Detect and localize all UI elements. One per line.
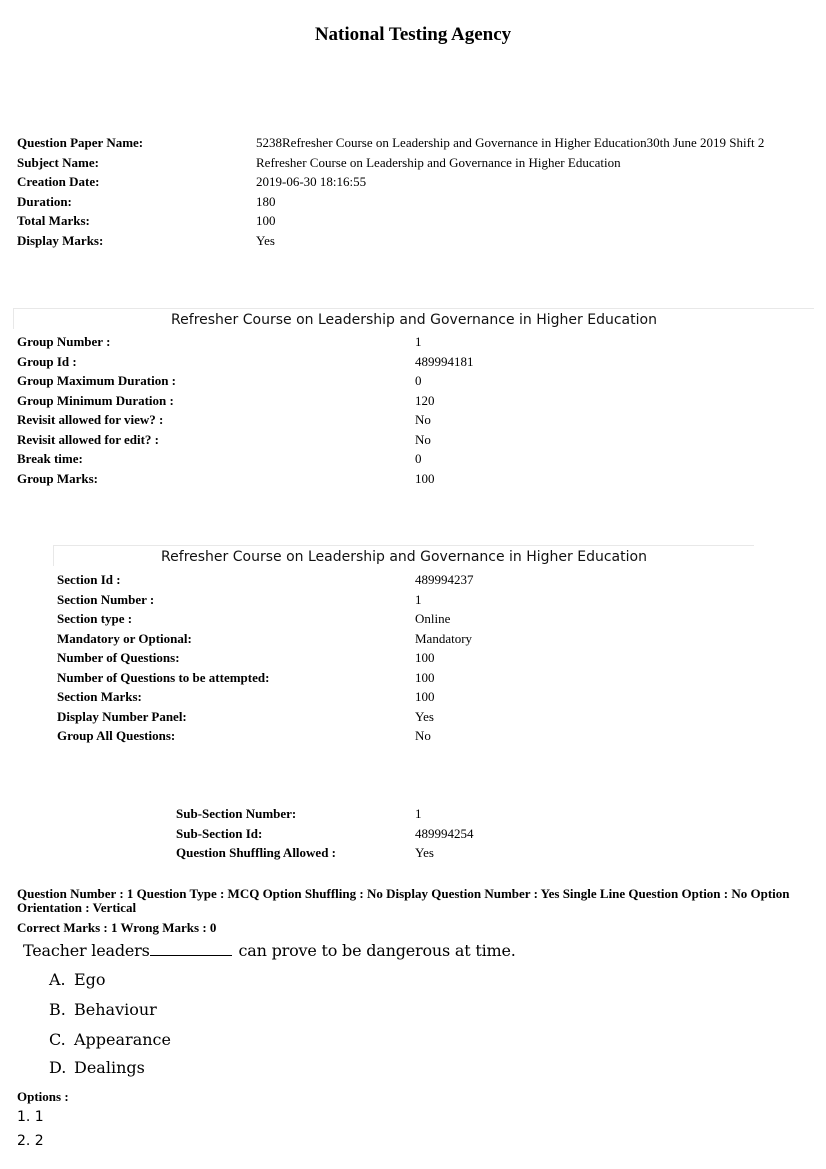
option-c: C. Appearance: [49, 1030, 171, 1049]
section-field-value: 100: [415, 650, 435, 665]
question-text-after: can prove to be dangerous at time.: [233, 941, 516, 960]
paper-field-value: Yes: [256, 232, 275, 248]
group-field-value: 120: [415, 392, 435, 408]
paper-field-value: 5238Refresher Course on Leadership and Governance in Higher Education30th June 2019 Shift 2: [256, 135, 765, 150]
section-field-value: Yes: [415, 708, 434, 724]
group-field-label: Revisit allowed for view? :: [17, 412, 164, 427]
subsection-field-value: Yes: [415, 845, 434, 860]
option-id-1: 1. 1: [17, 1109, 44, 1125]
section-field-label: Mandatory or Optional:: [57, 630, 192, 646]
section-field-value: Mandatory: [415, 630, 473, 646]
group-field-value: 100: [415, 470, 435, 486]
paper-field-label: Display Marks:: [17, 232, 104, 248]
section-field-label: Number of Questions:: [57, 650, 180, 665]
group-banner: Refresher Course on Leadership and Governance in Higher Education: [13, 308, 814, 329]
group-field-label: Group Number :: [17, 334, 111, 349]
subsection-field-label: Sub-Section Number:: [176, 806, 297, 821]
section-field-value: No: [415, 728, 431, 743]
subsection-field-label: Question Shuffling Allowed :: [176, 845, 337, 860]
question-text-before: Teacher leaders: [23, 941, 150, 960]
paper-field-label: Creation Date:: [17, 174, 100, 189]
paper-field-label: Subject Name:: [17, 154, 99, 170]
paper-field-value: 100: [256, 213, 276, 228]
group-field-value: 0: [415, 373, 422, 388]
group-field-label: Revisit allowed for edit? :: [17, 431, 160, 447]
section-banner: Refresher Course on Leadership and Governance in Higher Education: [53, 545, 754, 566]
question-meta: Question Number : 1 Question Type : MCQ Option Shuffling : No Display Question Number : Yes Single Line Question Option : No Option Orientation : Vertical: [17, 886, 790, 915]
group-field-label: Group Id :: [17, 353, 77, 369]
paper-field-label: Duration:: [17, 193, 72, 209]
group-field-value: No: [415, 412, 431, 427]
options-heading: Options :: [17, 1089, 69, 1104]
section-field-value: 100: [415, 669, 435, 685]
section-field-label: Group All Questions:: [57, 728, 176, 743]
section-field-value: 489994237: [415, 572, 474, 587]
option-b: B. Behaviour: [49, 1000, 157, 1019]
question-text: [23, 941, 516, 960]
section-field-label: Display Number Panel:: [57, 708, 187, 724]
section-field-value: Online: [415, 611, 451, 626]
section-field-value: 100: [415, 689, 435, 704]
paper-field-label: Question Paper Name:: [17, 135, 144, 150]
option-d: D. Dealings: [49, 1058, 145, 1077]
paper-field-value: 2019-06-30 18:16:55: [256, 174, 367, 189]
question-marks: Correct Marks : 1 Wrong Marks : 0: [17, 920, 217, 935]
section-field-label: Section Number :: [57, 591, 155, 607]
section-field-value: 1: [415, 591, 422, 607]
section-field-label: Number of Questions to be attempted:: [57, 669, 270, 685]
paper-field-value: Refresher Course on Leadership and Governance in Higher Education: [256, 154, 621, 170]
group-field-value: No: [415, 431, 431, 447]
group-field-label: Group Minimum Duration :: [17, 392, 174, 408]
group-field-value: 1: [415, 334, 422, 349]
group-field-label: Group Marks:: [17, 470, 99, 486]
section-field-label: Section Marks:: [57, 689, 142, 704]
option-id-2: 2. 2: [17, 1133, 44, 1149]
group-field-value: 0: [415, 451, 422, 466]
group-field-value: 489994181: [415, 353, 474, 369]
paper-field-label: Total Marks:: [17, 213, 90, 228]
subsection-field-label: Sub-Section Id:: [176, 825, 263, 841]
page-title: National Testing Agency: [314, 24, 512, 45]
answer-blank: [150, 943, 232, 956]
subsection-field-value: 489994254: [415, 825, 474, 841]
group-field-label: Break time:: [17, 451, 83, 466]
section-field-label: Section Id :: [57, 572, 121, 587]
section-field-label: Section type :: [57, 611, 133, 626]
subsection-field-value: 1: [415, 806, 422, 821]
group-field-label: Group Maximum Duration :: [17, 373, 177, 388]
paper-field-value: 180: [256, 193, 276, 209]
option-a: A. Ego: [49, 970, 106, 989]
